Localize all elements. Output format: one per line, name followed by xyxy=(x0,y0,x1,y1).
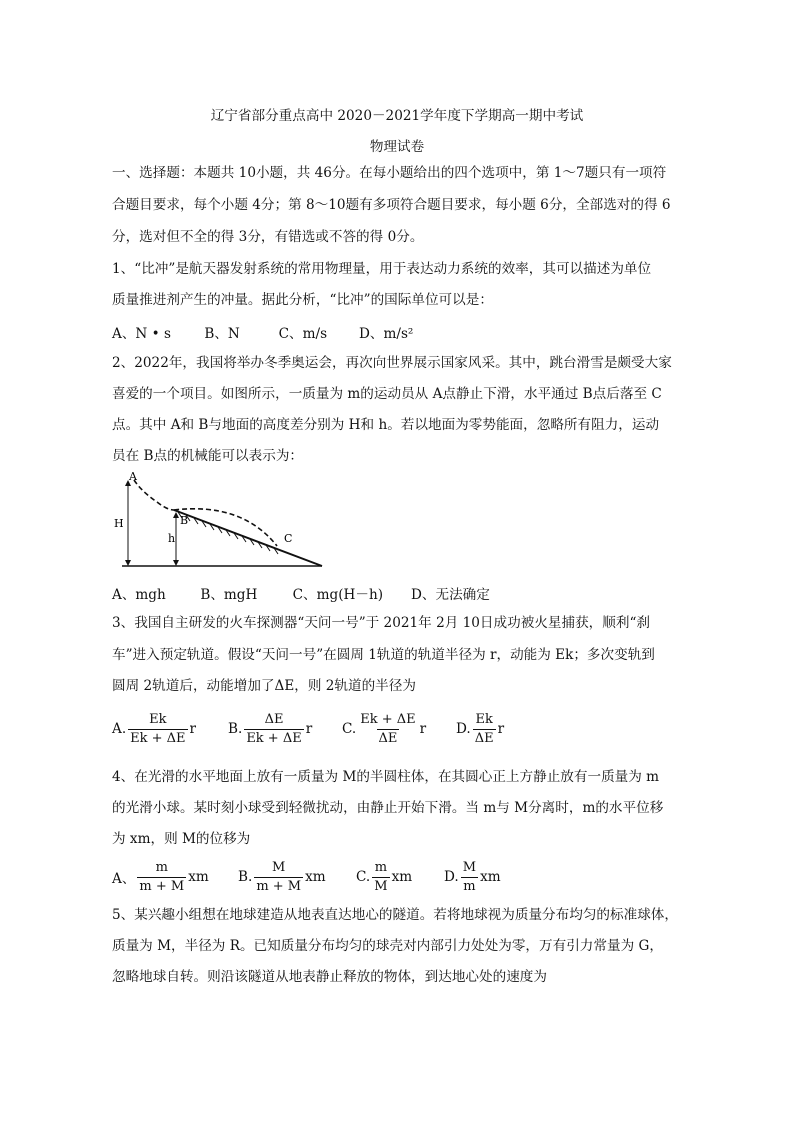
q1-line-1: 1、“比冲”是航天器发射系统的常用物理量，用于表达动力系统的效率，其可以描述为单位 xyxy=(112,261,652,277)
fraction xyxy=(473,712,496,747)
numerator: m xyxy=(374,859,388,875)
q3-line-2: 车”进入预定轨道。假设“天问一号”在圆周 1轨道的轨道半径为 r，动能为 Ek；多次变轨到 xyxy=(112,647,655,663)
q2-line-2: 喜爱的一个项目。如图所示，一质量为 m的运动员从 A点静止下滑，水平通过 B点后落至 C xyxy=(112,386,662,402)
q4-option-d xyxy=(444,855,501,899)
q3-options xyxy=(112,707,712,751)
q2-line-3: 点。其中 A和 B与地面的高度差分别为 H和 h。若以地面为零势能面，忽略所有阻力，运动 xyxy=(112,417,660,433)
q1-option-d: D、m/s² xyxy=(358,326,414,342)
q4-line-3: 为 xm，则 M的位移为 xyxy=(112,831,251,847)
numerator: M xyxy=(272,859,286,875)
q2-line-1: 2、2022年，我国将举办冬季奥运会，再次向世界展示国家风采。其中，跳台滑雪是颇受大家 xyxy=(112,355,672,371)
q2-option-c: C、mg(H－h) xyxy=(292,587,384,603)
numerator: m xyxy=(155,859,168,875)
numerator: Ek xyxy=(475,711,493,727)
section-intro-line-2: 合题目要求，每个小题 4分；第 8～10题有多项符合题目要求，每小题 6分，全部选对的得 6 xyxy=(112,197,671,213)
q4-option-a xyxy=(112,855,209,899)
option-tail: xm xyxy=(480,869,501,885)
label-h-big: H xyxy=(114,517,124,530)
section-intro-line-3: 分，选对但不全的得 3分，有错选或不答的得 0分。 xyxy=(112,229,424,245)
q3-line-3: 圆周 2轨道后，动能增加了ΔE，则 2轨道的半径为 xyxy=(112,678,416,694)
denominator: M xyxy=(374,878,388,894)
q4-option-c xyxy=(356,855,412,899)
denominator: Ek + ΔE xyxy=(130,730,186,746)
option-letter: C. xyxy=(342,721,357,737)
q1-option-b: B、N xyxy=(204,326,240,342)
q2-option-d: D、无法确定 xyxy=(410,587,490,603)
option-tail: r xyxy=(419,721,427,737)
denominator: ΔE xyxy=(474,730,494,746)
option-letter: B. xyxy=(238,869,253,885)
denominator: m + M xyxy=(256,878,302,894)
exam-subtitle: 物理试卷 xyxy=(369,139,425,155)
label-b: B xyxy=(180,514,189,527)
denominator: Ek + ΔE xyxy=(246,730,302,746)
q3-option-b xyxy=(228,707,312,751)
q4-line-1: 4、在光滑的水平地面上放有一质量为 M的半圆柱体，在其圆心正上方静止放有一质量为 m xyxy=(112,769,660,785)
exam-title: 辽宁省部分重点高中 2020－2021学年度下学期高一期中考试 xyxy=(210,108,584,124)
option-tail: xm xyxy=(188,869,209,885)
option-letter: C. xyxy=(356,869,371,885)
fraction xyxy=(244,712,303,747)
q1-option-a: A、N • s xyxy=(112,326,171,342)
denominator: ΔE xyxy=(378,730,398,746)
denominator: m + M xyxy=(139,878,185,894)
option-tail: r xyxy=(497,721,505,737)
fraction xyxy=(137,860,186,895)
q5-line-1: 5、某兴趣小组想在地球建造从地表直达地心的隧道。若将地球视为质量分布均匀的标准球体， xyxy=(112,907,678,923)
numerator: M xyxy=(462,859,477,875)
q1-options xyxy=(112,322,413,342)
fraction xyxy=(254,860,303,895)
option-tail: xm xyxy=(391,869,413,885)
option-letter: D. xyxy=(456,721,471,737)
numerator: ΔE xyxy=(264,711,284,727)
option-tail: r xyxy=(189,721,197,737)
q3-option-d xyxy=(456,707,504,751)
q1-line-2: 质量推进剂产生的冲量。据此分析，“比冲”的国际单位可以是： xyxy=(112,292,493,308)
q2-option-b: B、mgH xyxy=(200,587,258,603)
q2-option-a: A、mgh xyxy=(112,587,166,603)
denominator: m xyxy=(463,878,476,894)
option-tail: r xyxy=(305,721,313,737)
q1-option-c: C、m/s xyxy=(278,326,328,342)
q3-line-1: 3、我国自主研发的火车探测器“天问一号”于 2021年 2月 10日成功被火星捕获，顺利“刹 xyxy=(112,615,650,631)
q4-options xyxy=(112,855,712,899)
option-letter: A、 xyxy=(112,871,136,887)
numerator: Ek xyxy=(149,711,167,727)
fraction xyxy=(358,712,417,747)
q5-line-3: 忽略地球自转。则沿该隧道从地表静止释放的物体，到达地心处的速度为 xyxy=(112,969,547,985)
fraction xyxy=(372,860,389,895)
option-tail: xm xyxy=(305,869,326,885)
q4-line-2: 的光滑小球。某时刻小球受到轻微扰动，由静止开始下滑。当 m与 M分离时，m的水平位移 xyxy=(112,800,664,816)
label-c: C xyxy=(284,532,293,545)
q5-line-2: 质量为 M，半径为 R。已知质量分布均匀的球壳对内部引力处处为零，万有引力常量为 G， xyxy=(112,938,663,954)
label-h-small: h xyxy=(168,532,176,545)
q4-option-b xyxy=(238,855,326,899)
fraction xyxy=(461,860,478,895)
option-letter: A. xyxy=(112,721,127,737)
fraction xyxy=(128,712,187,747)
ski-jump-diagram xyxy=(112,472,328,572)
section-intro-line-1: 一、选择题：本题共 10小题，共 46分。在每小题给出的四个选项中，第 1～7题只有一项符 xyxy=(112,165,667,181)
option-letter: D. xyxy=(444,869,459,885)
label-a: A xyxy=(129,472,137,483)
q2-line-4: 员在 B点的机械能可以表示为： xyxy=(112,448,304,464)
option-letter: B. xyxy=(228,721,243,737)
q3-option-a xyxy=(112,707,196,751)
numerator: Ek + ΔE xyxy=(360,711,416,727)
q3-option-c xyxy=(342,707,426,751)
q2-options xyxy=(112,583,490,603)
